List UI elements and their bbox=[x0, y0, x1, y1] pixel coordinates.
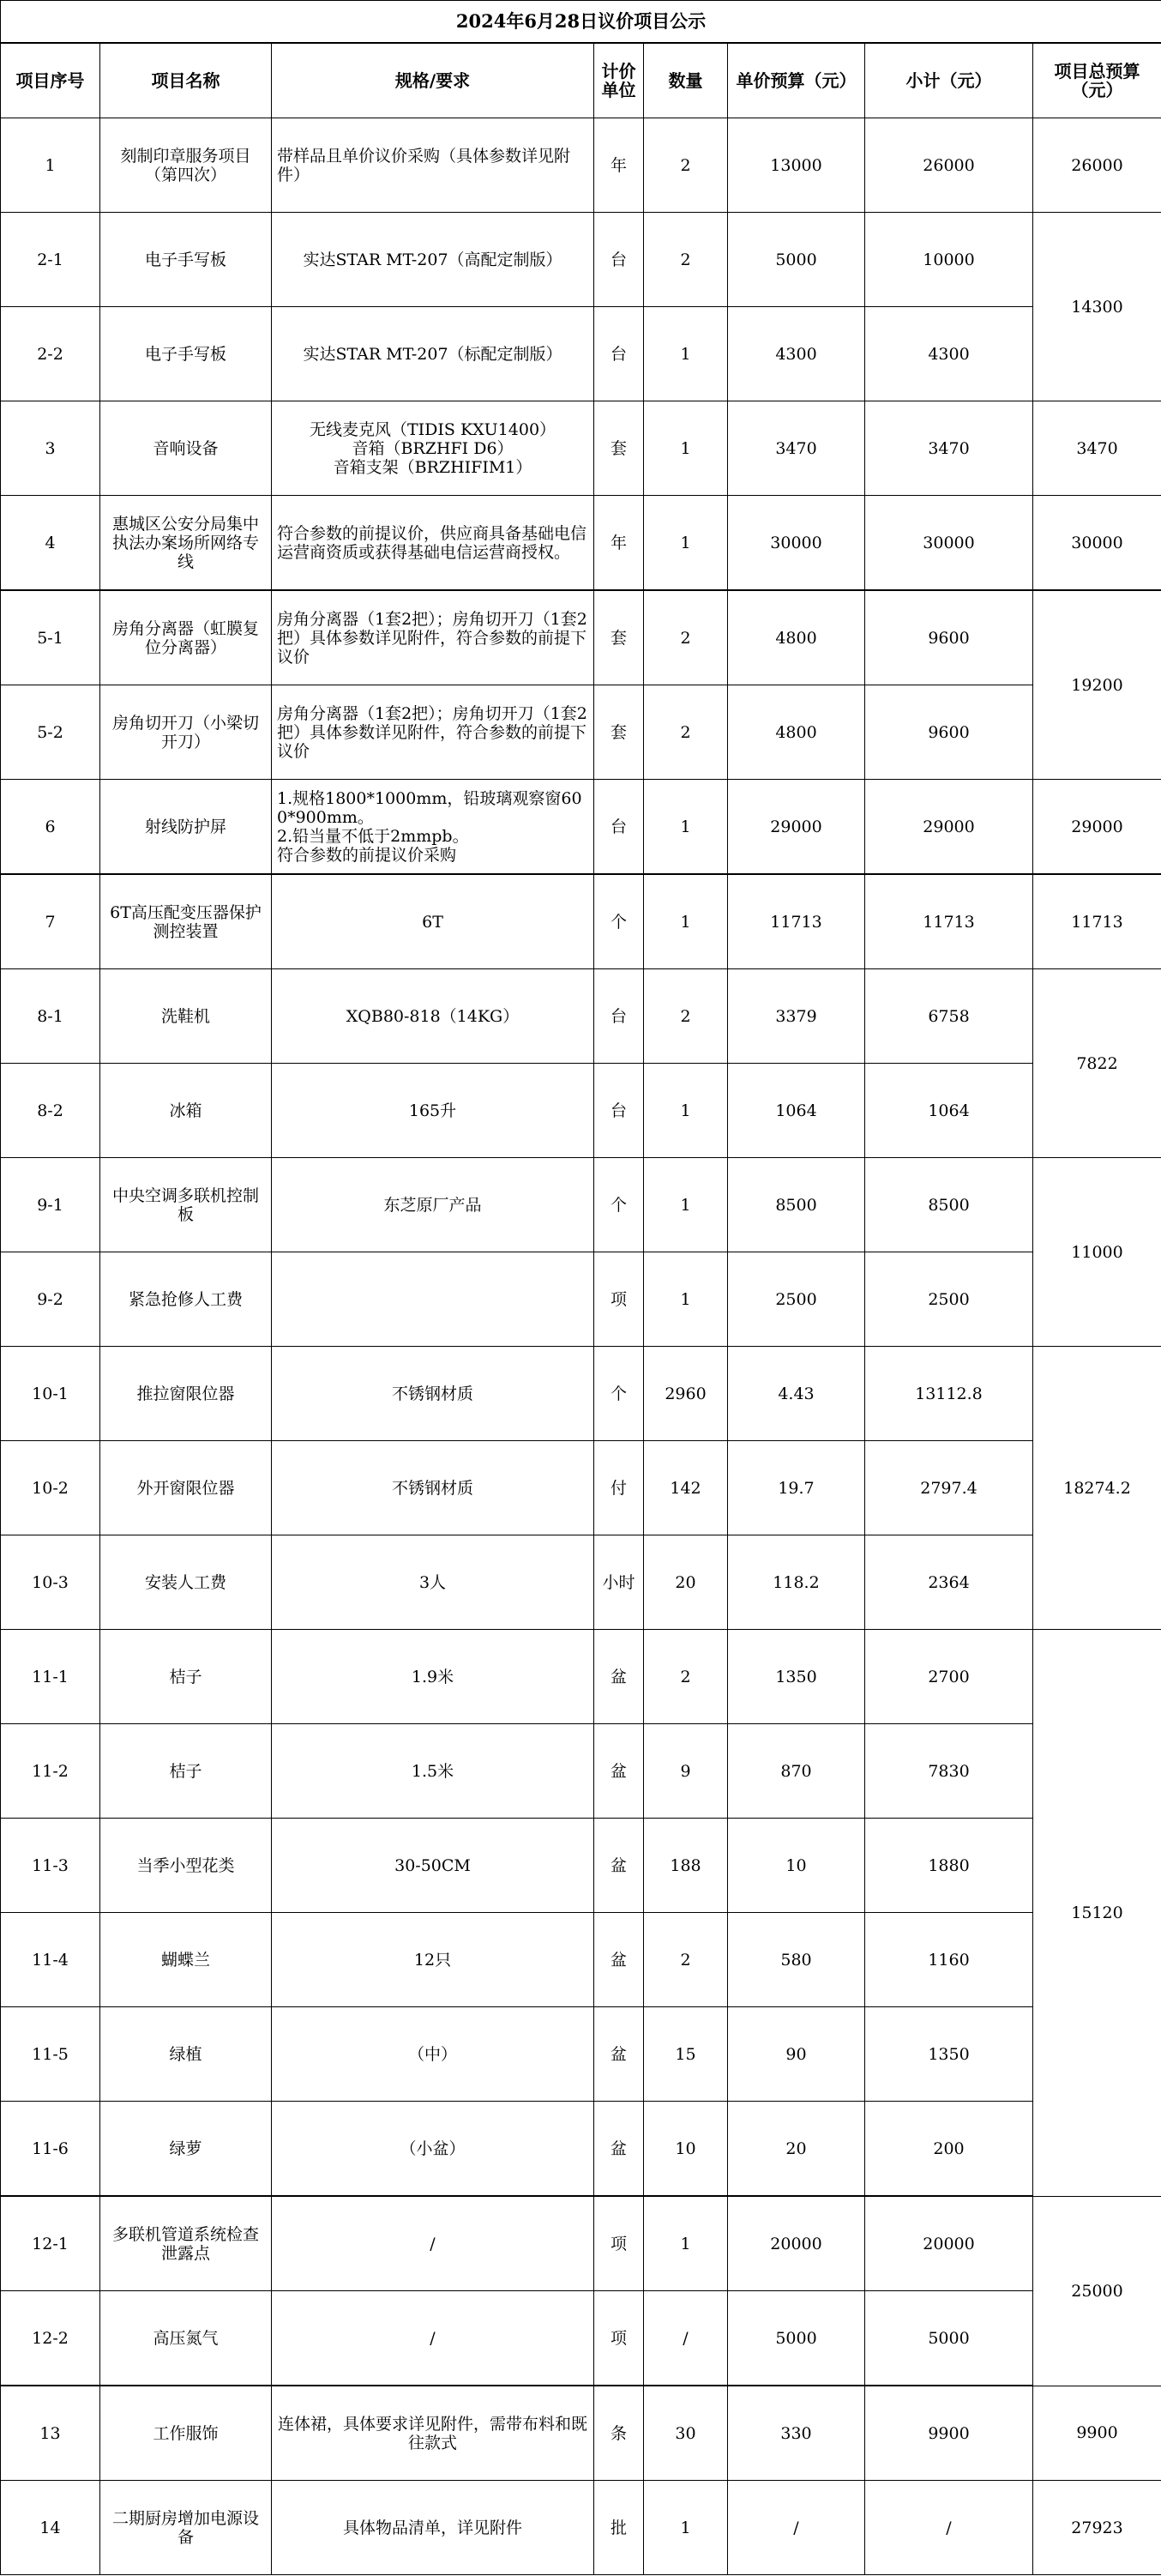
row-subtotal-cell: 4300 bbox=[865, 307, 1033, 401]
row-total-cell: 14300 bbox=[1033, 213, 1161, 401]
row-qty-cell: 2 bbox=[644, 118, 728, 213]
row-subtotal-cell: 9600 bbox=[865, 590, 1033, 685]
row-name-cell: 音响设备 bbox=[100, 401, 272, 496]
row-no-cell: 13 bbox=[1, 2386, 100, 2481]
row-spec-cell: 实达STAR MT-207（高配定制版） bbox=[272, 213, 594, 307]
row-no-cell: 10-2 bbox=[1, 1441, 100, 1535]
row-subtotal-cell: 3470 bbox=[865, 401, 1033, 496]
row-unit-cell: 盆 bbox=[594, 2007, 644, 2102]
row-qty-cell: 2 bbox=[644, 590, 728, 685]
row-no-cell: 5-1 bbox=[1, 590, 100, 685]
row-qty-cell: 9 bbox=[644, 1724, 728, 1819]
row-unit-cell: 盆 bbox=[594, 1913, 644, 2007]
row-qty-cell: 1 bbox=[644, 307, 728, 401]
row-spec-cell: 连体裙，具体要求详见附件，需带布料和既往款式 bbox=[272, 2386, 594, 2481]
row-no-cell: 11-3 bbox=[1, 1819, 100, 1913]
row-no-cell: 9-2 bbox=[1, 1252, 100, 1347]
table-row bbox=[1, 1347, 1161, 1441]
row-price-cell: 19.7 bbox=[728, 1441, 865, 1535]
row-unit-cell: 付 bbox=[594, 1441, 644, 1535]
table-row bbox=[1, 1819, 1161, 1913]
row-spec-cell: 实达STAR MT-207（标配定制版） bbox=[272, 307, 594, 401]
row-spec-cell: 房角分离器（1套2把）；房角切开刀（1套2把）具体参数详见附件，符合参数的前提下议价 bbox=[272, 685, 594, 780]
row-total-cell: 27923 bbox=[1033, 2481, 1161, 2575]
row-spec-cell: 房角分离器（1套2把）；房角切开刀（1套2把）具体参数详见附件，符合参数的前提下议价 bbox=[272, 590, 594, 685]
row-qty-cell: 2 bbox=[644, 685, 728, 780]
row-no-cell: 14 bbox=[1, 2481, 100, 2575]
table-row bbox=[1, 874, 1161, 969]
row-qty-cell: 2 bbox=[644, 213, 728, 307]
row-unit-cell: 套 bbox=[594, 590, 644, 685]
row-no-cell: 10-1 bbox=[1, 1347, 100, 1441]
row-unit-cell: 台 bbox=[594, 969, 644, 1064]
row-subtotal-cell: 1350 bbox=[865, 2007, 1033, 2102]
row-price-cell: 3470 bbox=[728, 401, 865, 496]
row-price-cell: 29000 bbox=[728, 780, 865, 875]
row-price-cell: / bbox=[728, 2481, 865, 2575]
table-row bbox=[1, 590, 1161, 685]
row-spec-cell: 无线麦克风（TIDIS KXU1400） 音箱（BRZHFI D6） 音箱支架（BRZHIFIM1） bbox=[272, 401, 594, 496]
row-qty-cell: 1 bbox=[644, 874, 728, 969]
header-name: 项目名称 bbox=[100, 43, 272, 118]
row-unit-cell: 套 bbox=[594, 401, 644, 496]
row-no-cell: 5-2 bbox=[1, 685, 100, 780]
table-row bbox=[1, 1158, 1161, 1252]
table-row bbox=[1, 780, 1161, 875]
row-name-cell: 房角分离器（虹膜复位分离器） bbox=[100, 590, 272, 685]
row-qty-cell: 2 bbox=[644, 1913, 728, 2007]
row-qty-cell: 1 bbox=[644, 1064, 728, 1158]
row-subtotal-cell: 7830 bbox=[865, 1724, 1033, 1819]
row-price-cell: 3379 bbox=[728, 969, 865, 1064]
row-unit-cell: 批 bbox=[594, 2481, 644, 2575]
table-row bbox=[1, 1252, 1161, 1347]
row-subtotal-cell: 1160 bbox=[865, 1913, 1033, 2007]
row-unit-cell: 台 bbox=[594, 780, 644, 875]
row-price-cell: 330 bbox=[728, 2386, 865, 2481]
row-price-cell: 580 bbox=[728, 1913, 865, 2007]
row-price-cell: 4300 bbox=[728, 307, 865, 401]
row-total-cell: 15120 bbox=[1033, 1630, 1161, 2197]
row-price-cell: 1350 bbox=[728, 1630, 865, 1724]
row-total-cell: 25000 bbox=[1033, 2196, 1161, 2386]
row-qty-cell: 20 bbox=[644, 1535, 728, 1630]
table-row bbox=[1, 1630, 1161, 1724]
row-subtotal-cell: 2700 bbox=[865, 1630, 1033, 1724]
row-total-cell: 11713 bbox=[1033, 874, 1161, 969]
row-price-cell: 4800 bbox=[728, 590, 865, 685]
row-unit-cell: 盆 bbox=[594, 1724, 644, 1819]
row-spec-cell: （中） bbox=[272, 2007, 594, 2102]
row-total-cell: 7822 bbox=[1033, 969, 1161, 1158]
table-title: 2024年6月28日议价项目公示 bbox=[1, 1, 1161, 44]
row-price-cell: 90 bbox=[728, 2007, 865, 2102]
row-spec-cell: 具体物品清单，详见附件 bbox=[272, 2481, 594, 2575]
row-qty-cell: 1 bbox=[644, 780, 728, 875]
row-name-cell: 多联机管道系统检查泄露点 bbox=[100, 2196, 272, 2291]
row-price-cell: 118.2 bbox=[728, 1535, 865, 1630]
row-price-cell: 13000 bbox=[728, 118, 865, 213]
row-unit-cell: 个 bbox=[594, 874, 644, 969]
row-subtotal-cell: 8500 bbox=[865, 1158, 1033, 1252]
table-row bbox=[1, 496, 1161, 591]
row-no-cell: 8-2 bbox=[1, 1064, 100, 1158]
header-subtotal: 小计（元） bbox=[865, 43, 1033, 118]
row-name-cell: 刻制印章服务项目（第四次） bbox=[100, 118, 272, 213]
table-row bbox=[1, 969, 1161, 1064]
row-no-cell: 11-2 bbox=[1, 1724, 100, 1819]
row-subtotal-cell: 6758 bbox=[865, 969, 1033, 1064]
row-name-cell: 冰箱 bbox=[100, 1064, 272, 1158]
row-subtotal-cell: 2797.4 bbox=[865, 1441, 1033, 1535]
row-spec-cell: 30-50CM bbox=[272, 1819, 594, 1913]
row-name-cell: 房角切开刀（小梁切开刀） bbox=[100, 685, 272, 780]
row-subtotal-cell: 29000 bbox=[865, 780, 1033, 875]
table-row bbox=[1, 2196, 1161, 2291]
row-name-cell: 洗鞋机 bbox=[100, 969, 272, 1064]
row-total-cell: 26000 bbox=[1033, 118, 1161, 213]
row-price-cell: 30000 bbox=[728, 496, 865, 591]
header-row bbox=[1, 43, 1161, 118]
row-spec-cell: 6T bbox=[272, 874, 594, 969]
row-qty-cell: 1 bbox=[644, 1158, 728, 1252]
row-name-cell: 中央空调多联机控制板 bbox=[100, 1158, 272, 1252]
row-unit-cell: 盆 bbox=[594, 2102, 644, 2197]
row-name-cell: 二期厨房增加电源设备 bbox=[100, 2481, 272, 2575]
row-name-cell: 电子手写板 bbox=[100, 213, 272, 307]
row-spec-cell: / bbox=[272, 2291, 594, 2386]
row-name-cell: 安装人工费 bbox=[100, 1535, 272, 1630]
row-unit-cell: 个 bbox=[594, 1158, 644, 1252]
row-unit-cell: 台 bbox=[594, 213, 644, 307]
title-row bbox=[1, 1, 1161, 44]
row-no-cell: 11-1 bbox=[1, 1630, 100, 1724]
row-subtotal-cell: 11713 bbox=[865, 874, 1033, 969]
row-no-cell: 12-1 bbox=[1, 2196, 100, 2291]
header-qty: 数量 bbox=[644, 43, 728, 118]
row-qty-cell: 2 bbox=[644, 1630, 728, 1724]
row-name-cell: 外开窗限位器 bbox=[100, 1441, 272, 1535]
row-name-cell: 惠城区公安分局集中执法办案场所网络专线 bbox=[100, 496, 272, 591]
row-unit-cell: 盆 bbox=[594, 1819, 644, 1913]
row-unit-cell: 盆 bbox=[594, 1630, 644, 1724]
row-spec-cell: XQB80-818（14KG） bbox=[272, 969, 594, 1064]
row-qty-cell: 15 bbox=[644, 2007, 728, 2102]
row-subtotal-cell: 1880 bbox=[865, 1819, 1033, 1913]
row-subtotal-cell: 13112.8 bbox=[865, 1347, 1033, 1441]
header-spec: 规格/要求 bbox=[272, 43, 594, 118]
table-row bbox=[1, 685, 1161, 780]
row-unit-cell: 年 bbox=[594, 118, 644, 213]
row-qty-cell: 188 bbox=[644, 1819, 728, 1913]
row-subtotal-cell: 9900 bbox=[865, 2386, 1033, 2481]
row-no-cell: 11-6 bbox=[1, 2102, 100, 2197]
row-no-cell: 2-2 bbox=[1, 307, 100, 401]
row-no-cell: 10-3 bbox=[1, 1535, 100, 1630]
row-total-cell: 29000 bbox=[1033, 780, 1161, 875]
row-no-cell: 1 bbox=[1, 118, 100, 213]
row-total-cell: 11000 bbox=[1033, 1158, 1161, 1347]
row-unit-cell: 台 bbox=[594, 1064, 644, 1158]
row-name-cell: 绿植 bbox=[100, 2007, 272, 2102]
row-name-cell: 桔子 bbox=[100, 1630, 272, 1724]
row-subtotal-cell: 2500 bbox=[865, 1252, 1033, 1347]
row-name-cell: 紧急抢修人工费 bbox=[100, 1252, 272, 1347]
row-name-cell: 桔子 bbox=[100, 1724, 272, 1819]
row-spec-cell: 3人 bbox=[272, 1535, 594, 1630]
row-subtotal-cell: 9600 bbox=[865, 685, 1033, 780]
row-spec-cell bbox=[272, 1252, 594, 1347]
row-no-cell: 2-1 bbox=[1, 213, 100, 307]
header-total: 项目总预算（元） bbox=[1033, 43, 1161, 118]
table-row bbox=[1, 213, 1161, 307]
row-price-cell: 2500 bbox=[728, 1252, 865, 1347]
row-qty-cell: 1 bbox=[644, 496, 728, 591]
row-total-cell: 30000 bbox=[1033, 496, 1161, 591]
row-total-cell: 18274.2 bbox=[1033, 1347, 1161, 1630]
row-subtotal-cell: 2364 bbox=[865, 1535, 1033, 1630]
row-spec-cell: 1.9米 bbox=[272, 1630, 594, 1724]
row-qty-cell: 1 bbox=[644, 1252, 728, 1347]
table-row bbox=[1, 1064, 1161, 1158]
table-row bbox=[1, 1535, 1161, 1630]
row-price-cell: 5000 bbox=[728, 213, 865, 307]
table-row bbox=[1, 118, 1161, 213]
row-name-cell: 高压氮气 bbox=[100, 2291, 272, 2386]
table-row bbox=[1, 1724, 1161, 1819]
row-price-cell: 20 bbox=[728, 2102, 865, 2197]
table-row bbox=[1, 2291, 1161, 2386]
row-qty-cell: 1 bbox=[644, 2196, 728, 2291]
row-total-cell: 19200 bbox=[1033, 590, 1161, 780]
row-price-cell: 11713 bbox=[728, 874, 865, 969]
row-unit-cell: 项 bbox=[594, 2196, 644, 2291]
row-unit-cell: 项 bbox=[594, 1252, 644, 1347]
row-no-cell: 3 bbox=[1, 401, 100, 496]
table-row bbox=[1, 2481, 1161, 2575]
row-price-cell: 5000 bbox=[728, 2291, 865, 2386]
row-spec-cell: （小盆） bbox=[272, 2102, 594, 2197]
row-no-cell: 4 bbox=[1, 496, 100, 591]
row-qty-cell: 142 bbox=[644, 1441, 728, 1535]
row-unit-cell: 个 bbox=[594, 1347, 644, 1441]
row-spec-cell: 165升 bbox=[272, 1064, 594, 1158]
header-price: 单价预算（元） bbox=[728, 43, 865, 118]
row-qty-cell: 10 bbox=[644, 2102, 728, 2197]
row-price-cell: 4.43 bbox=[728, 1347, 865, 1441]
row-subtotal-cell: 10000 bbox=[865, 213, 1033, 307]
row-no-cell: 6 bbox=[1, 780, 100, 875]
row-no-cell: 9-1 bbox=[1, 1158, 100, 1252]
row-price-cell: 870 bbox=[728, 1724, 865, 1819]
row-spec-cell: 不锈钢材质 bbox=[272, 1441, 594, 1535]
row-subtotal-cell: / bbox=[865, 2481, 1033, 2575]
row-qty-cell: / bbox=[644, 2291, 728, 2386]
table-row bbox=[1, 1913, 1161, 2007]
table-row bbox=[1, 307, 1161, 401]
row-spec-cell: 东芝原厂产品 bbox=[272, 1158, 594, 1252]
row-price-cell: 8500 bbox=[728, 1158, 865, 1252]
row-qty-cell: 2 bbox=[644, 969, 728, 1064]
row-no-cell: 12-2 bbox=[1, 2291, 100, 2386]
row-name-cell: 6T高压配变压器保护测控装置 bbox=[100, 874, 272, 969]
table-row bbox=[1, 1441, 1161, 1535]
row-name-cell: 工作服饰 bbox=[100, 2386, 272, 2481]
row-subtotal-cell: 1064 bbox=[865, 1064, 1033, 1158]
row-spec-cell: 带样品且单价议价采购（具体参数详见附件） bbox=[272, 118, 594, 213]
row-subtotal-cell: 20000 bbox=[865, 2196, 1033, 2291]
row-spec-cell: 12只 bbox=[272, 1913, 594, 2007]
row-price-cell: 1064 bbox=[728, 1064, 865, 1158]
row-unit-cell: 条 bbox=[594, 2386, 644, 2481]
row-no-cell: 8-1 bbox=[1, 969, 100, 1064]
row-name-cell: 射线防护屏 bbox=[100, 780, 272, 875]
table-row bbox=[1, 401, 1161, 496]
table-row bbox=[1, 2102, 1161, 2197]
row-qty-cell: 30 bbox=[644, 2386, 728, 2481]
row-price-cell: 10 bbox=[728, 1819, 865, 1913]
row-unit-cell: 套 bbox=[594, 685, 644, 780]
row-unit-cell: 年 bbox=[594, 496, 644, 591]
row-unit-cell: 台 bbox=[594, 307, 644, 401]
row-price-cell: 20000 bbox=[728, 2196, 865, 2291]
row-spec-cell: / bbox=[272, 2196, 594, 2291]
row-subtotal-cell: 5000 bbox=[865, 2291, 1033, 2386]
row-total-cell: 9900 bbox=[1033, 2386, 1161, 2481]
row-subtotal-cell: 26000 bbox=[865, 118, 1033, 213]
row-qty-cell: 1 bbox=[644, 401, 728, 496]
row-subtotal-cell: 200 bbox=[865, 2102, 1033, 2197]
row-unit-cell: 项 bbox=[594, 2291, 644, 2386]
row-name-cell: 绿萝 bbox=[100, 2102, 272, 2197]
row-qty-cell: 2960 bbox=[644, 1347, 728, 1441]
table-row bbox=[1, 2007, 1161, 2102]
row-subtotal-cell: 30000 bbox=[865, 496, 1033, 591]
row-no-cell: 11-5 bbox=[1, 2007, 100, 2102]
row-spec-cell: 1.5米 bbox=[272, 1724, 594, 1819]
row-no-cell: 11-4 bbox=[1, 1913, 100, 2007]
row-spec-cell: 符合参数的前提议价，供应商具备基础电信运营商资质或获得基础电信运营商授权。 bbox=[272, 496, 594, 591]
row-price-cell: 4800 bbox=[728, 685, 865, 780]
row-spec-cell: 1.规格1800*1000mm，铅玻璃观察窗600*900mm。 2.铅当量不低于2mmpb。 符合参数的前提议价采购 bbox=[272, 780, 594, 875]
row-name-cell: 推拉窗限位器 bbox=[100, 1347, 272, 1441]
row-name-cell: 电子手写板 bbox=[100, 307, 272, 401]
row-unit-cell: 小时 bbox=[594, 1535, 644, 1630]
row-spec-cell: 不锈钢材质 bbox=[272, 1347, 594, 1441]
row-qty-cell: 1 bbox=[644, 2481, 728, 2575]
row-no-cell: 7 bbox=[1, 874, 100, 969]
header-no: 项目序号 bbox=[1, 43, 100, 118]
row-name-cell: 蝴蝶兰 bbox=[100, 1913, 272, 2007]
row-name-cell: 当季小型花类 bbox=[100, 1819, 272, 1913]
row-total-cell: 3470 bbox=[1033, 401, 1161, 496]
header-unit: 计价单位 bbox=[594, 43, 644, 118]
table-row bbox=[1, 2386, 1161, 2481]
